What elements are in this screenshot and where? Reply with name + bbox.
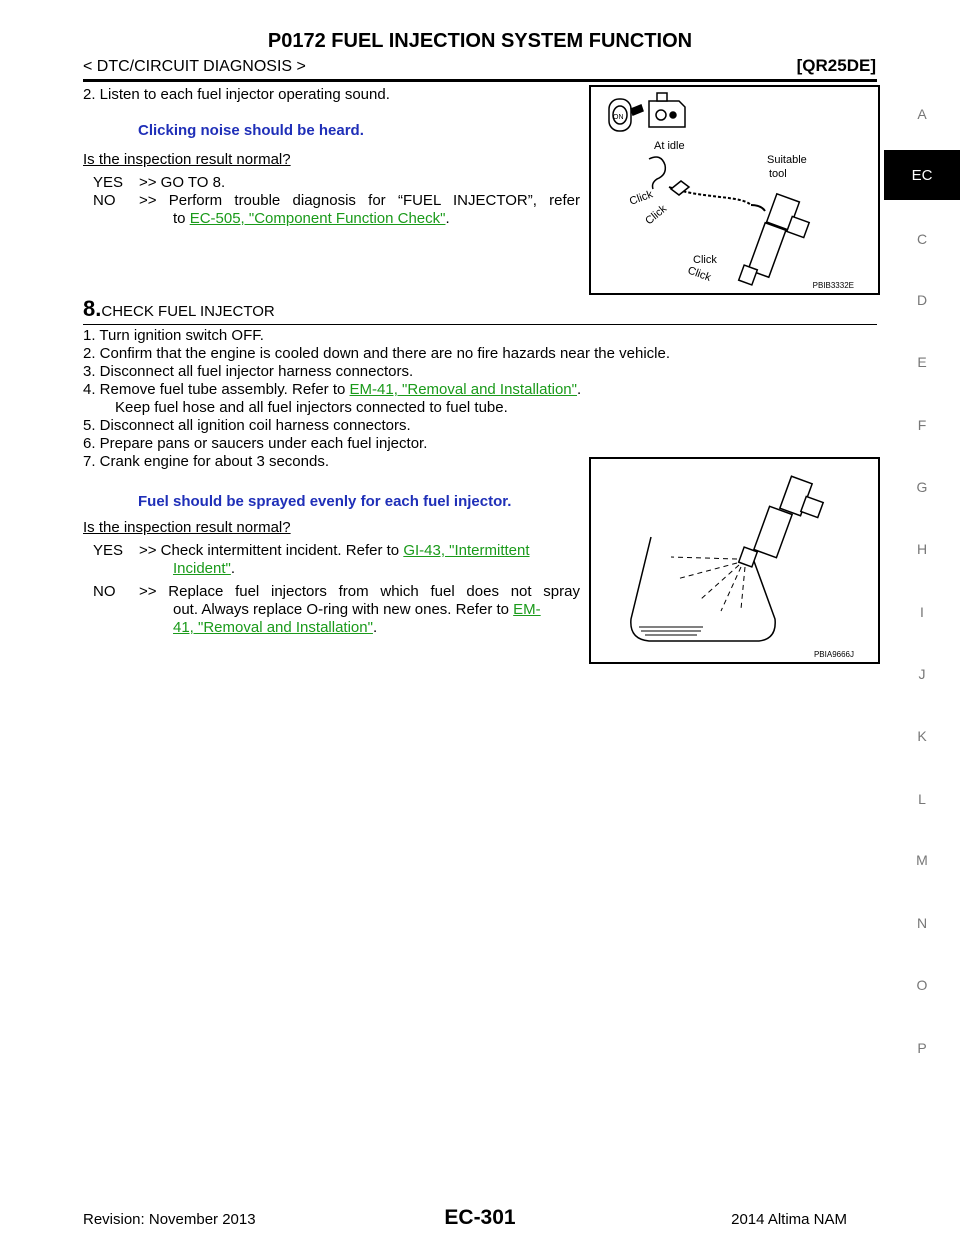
step8-item-4-text: 4. Remove fuel tube assembly. Refer to (83, 381, 346, 398)
link-gi-43-cont[interactable]: Incident" (173, 560, 231, 577)
step7-question: Is the inspection result normal? (83, 151, 291, 168)
step8-question: Is the inspection result normal? (83, 519, 291, 536)
step8-rule (83, 324, 877, 325)
side-tab-k[interactable]: K (917, 728, 927, 744)
period: . (445, 210, 450, 227)
step8-heading (83, 296, 275, 322)
side-tab-l[interactable]: L (918, 791, 926, 807)
link-gi-43[interactable]: GI-43, "Intermittent (403, 542, 530, 559)
step8-item-2: 2. Confirm that the engine is cooled down and there are no fire hazards near the vehicle. (83, 345, 671, 362)
period: . (372, 619, 378, 636)
figure-injector-spray (589, 457, 880, 664)
label-click-2: Click (643, 202, 670, 228)
step8-yes-pre: >> Check intermittent incident. Refer to (139, 542, 400, 559)
ear-icon (649, 157, 665, 189)
ignition-key-icon (609, 99, 643, 131)
injector-spray-illustration (591, 459, 878, 662)
engine-icon (649, 93, 685, 127)
step8-item-1: 1. Turn ignition switch OFF. (83, 327, 264, 344)
link-em-41[interactable]: EM-41, "Removal and Installation" (349, 381, 577, 398)
side-tab-i[interactable]: I (920, 604, 924, 620)
step8-title: CHECK FUEL INJECTOR (101, 303, 275, 320)
step7-no-to: to (173, 210, 186, 227)
step8-spec: Fuel should be sprayed evenly for each fuel injector. (138, 493, 512, 510)
link-ec-505[interactable]: EC-505, "Component Function Check" (189, 210, 446, 227)
label-suitable: Suitable (767, 154, 807, 166)
figure-injector-sound (589, 85, 880, 295)
step8-item-4-note: Keep fuel hose and all fuel injectors connected to fuel tube. (115, 399, 508, 416)
label-click-4: Click (685, 264, 713, 284)
side-tab-h[interactable]: H (916, 541, 928, 557)
injector-icon (739, 194, 810, 285)
step8-no-text-2-body: out. Always replace O-ring with new ones. Refer to (173, 601, 509, 618)
step8-no-text-3 (173, 619, 377, 637)
step8-number: 8. (83, 296, 102, 321)
link-em-41-a[interactable]: EM- (513, 601, 541, 618)
step8-no-text-2 (173, 601, 541, 619)
period: . (576, 381, 582, 398)
side-tab-m[interactable]: M (916, 852, 928, 868)
header-rule (83, 79, 877, 82)
label-click-3: Click (693, 254, 717, 266)
label-at-idle: At idle (654, 140, 685, 152)
label-tool: tool (769, 168, 787, 180)
footer-revision: Revision: November 2013 (83, 1211, 256, 1228)
step8-item-6: 6. Prepare pans or saucers under each fuel injector. (83, 435, 428, 452)
step8-item-4 (83, 381, 581, 399)
side-tab-g[interactable]: G (916, 479, 928, 495)
side-tab-j[interactable]: J (918, 666, 926, 682)
side-tab-o[interactable]: O (916, 977, 928, 993)
side-tab-p[interactable]: P (917, 1040, 927, 1056)
label-click-1: Click (627, 188, 655, 208)
step8-yes-text (139, 542, 530, 560)
engine-label: [QR25DE] (796, 56, 876, 75)
side-tab-ec[interactable]: EC (884, 150, 960, 200)
injector-icon (739, 476, 824, 567)
side-tab-d[interactable]: D (916, 292, 928, 308)
step7-no-text: >> Perform trouble diagnosis for “FUEL INJECTOR”, refer (139, 192, 580, 209)
spray-lines (671, 557, 745, 611)
step8-no-text-1: >> Replace fuel injectors from which fuel does not spray (139, 583, 580, 600)
side-tab-c[interactable]: C (916, 231, 928, 247)
fuel-pool-icon (639, 627, 703, 635)
step7-spec: Clicking noise should be heard. (138, 122, 364, 139)
figure2-code: PBIA9666J (813, 650, 854, 659)
step7-no-text-2 (173, 210, 450, 228)
page-number: EC-301 (444, 1206, 516, 1229)
step8-item-3: 3. Disconnect all fuel injector harness connectors. (83, 363, 414, 380)
injector-sound-illustration (591, 87, 878, 293)
figure1-code: PBIB3332E (812, 281, 854, 290)
link-em-41-b[interactable]: 41, "Removal and Installation" (173, 619, 373, 636)
step7-yes-text: >> GO TO 8. (139, 174, 226, 191)
page-title: P0172 FUEL INJECTION SYSTEM FUNCTION (267, 30, 693, 52)
section-label: < DTC/CIRCUIT DIAGNOSIS > (83, 58, 306, 75)
step8-yes-text-2 (173, 560, 235, 578)
step8-item-5: 5. Disconnect all ignition coil harness connectors. (83, 417, 411, 434)
side-tab-n[interactable]: N (916, 915, 928, 931)
step7-no-key: NO (93, 192, 116, 209)
svg-text:ON: ON (613, 114, 624, 121)
step7-yes-key: YES (93, 174, 124, 191)
side-tab-a[interactable]: A (917, 106, 927, 122)
step8-yes-key: YES (93, 542, 124, 559)
step7-item2: 2. Listen to each fuel injector operating sound. (83, 86, 390, 103)
side-tab-e[interactable]: E (917, 354, 927, 370)
step8-item-7: 7. Crank engine for about 3 seconds. (83, 453, 329, 470)
period: . (230, 560, 236, 577)
footer-model: 2014 Altima NAM (731, 1211, 847, 1228)
step8-no-key: NO (93, 583, 116, 600)
side-tab-f[interactable]: F (917, 417, 927, 433)
